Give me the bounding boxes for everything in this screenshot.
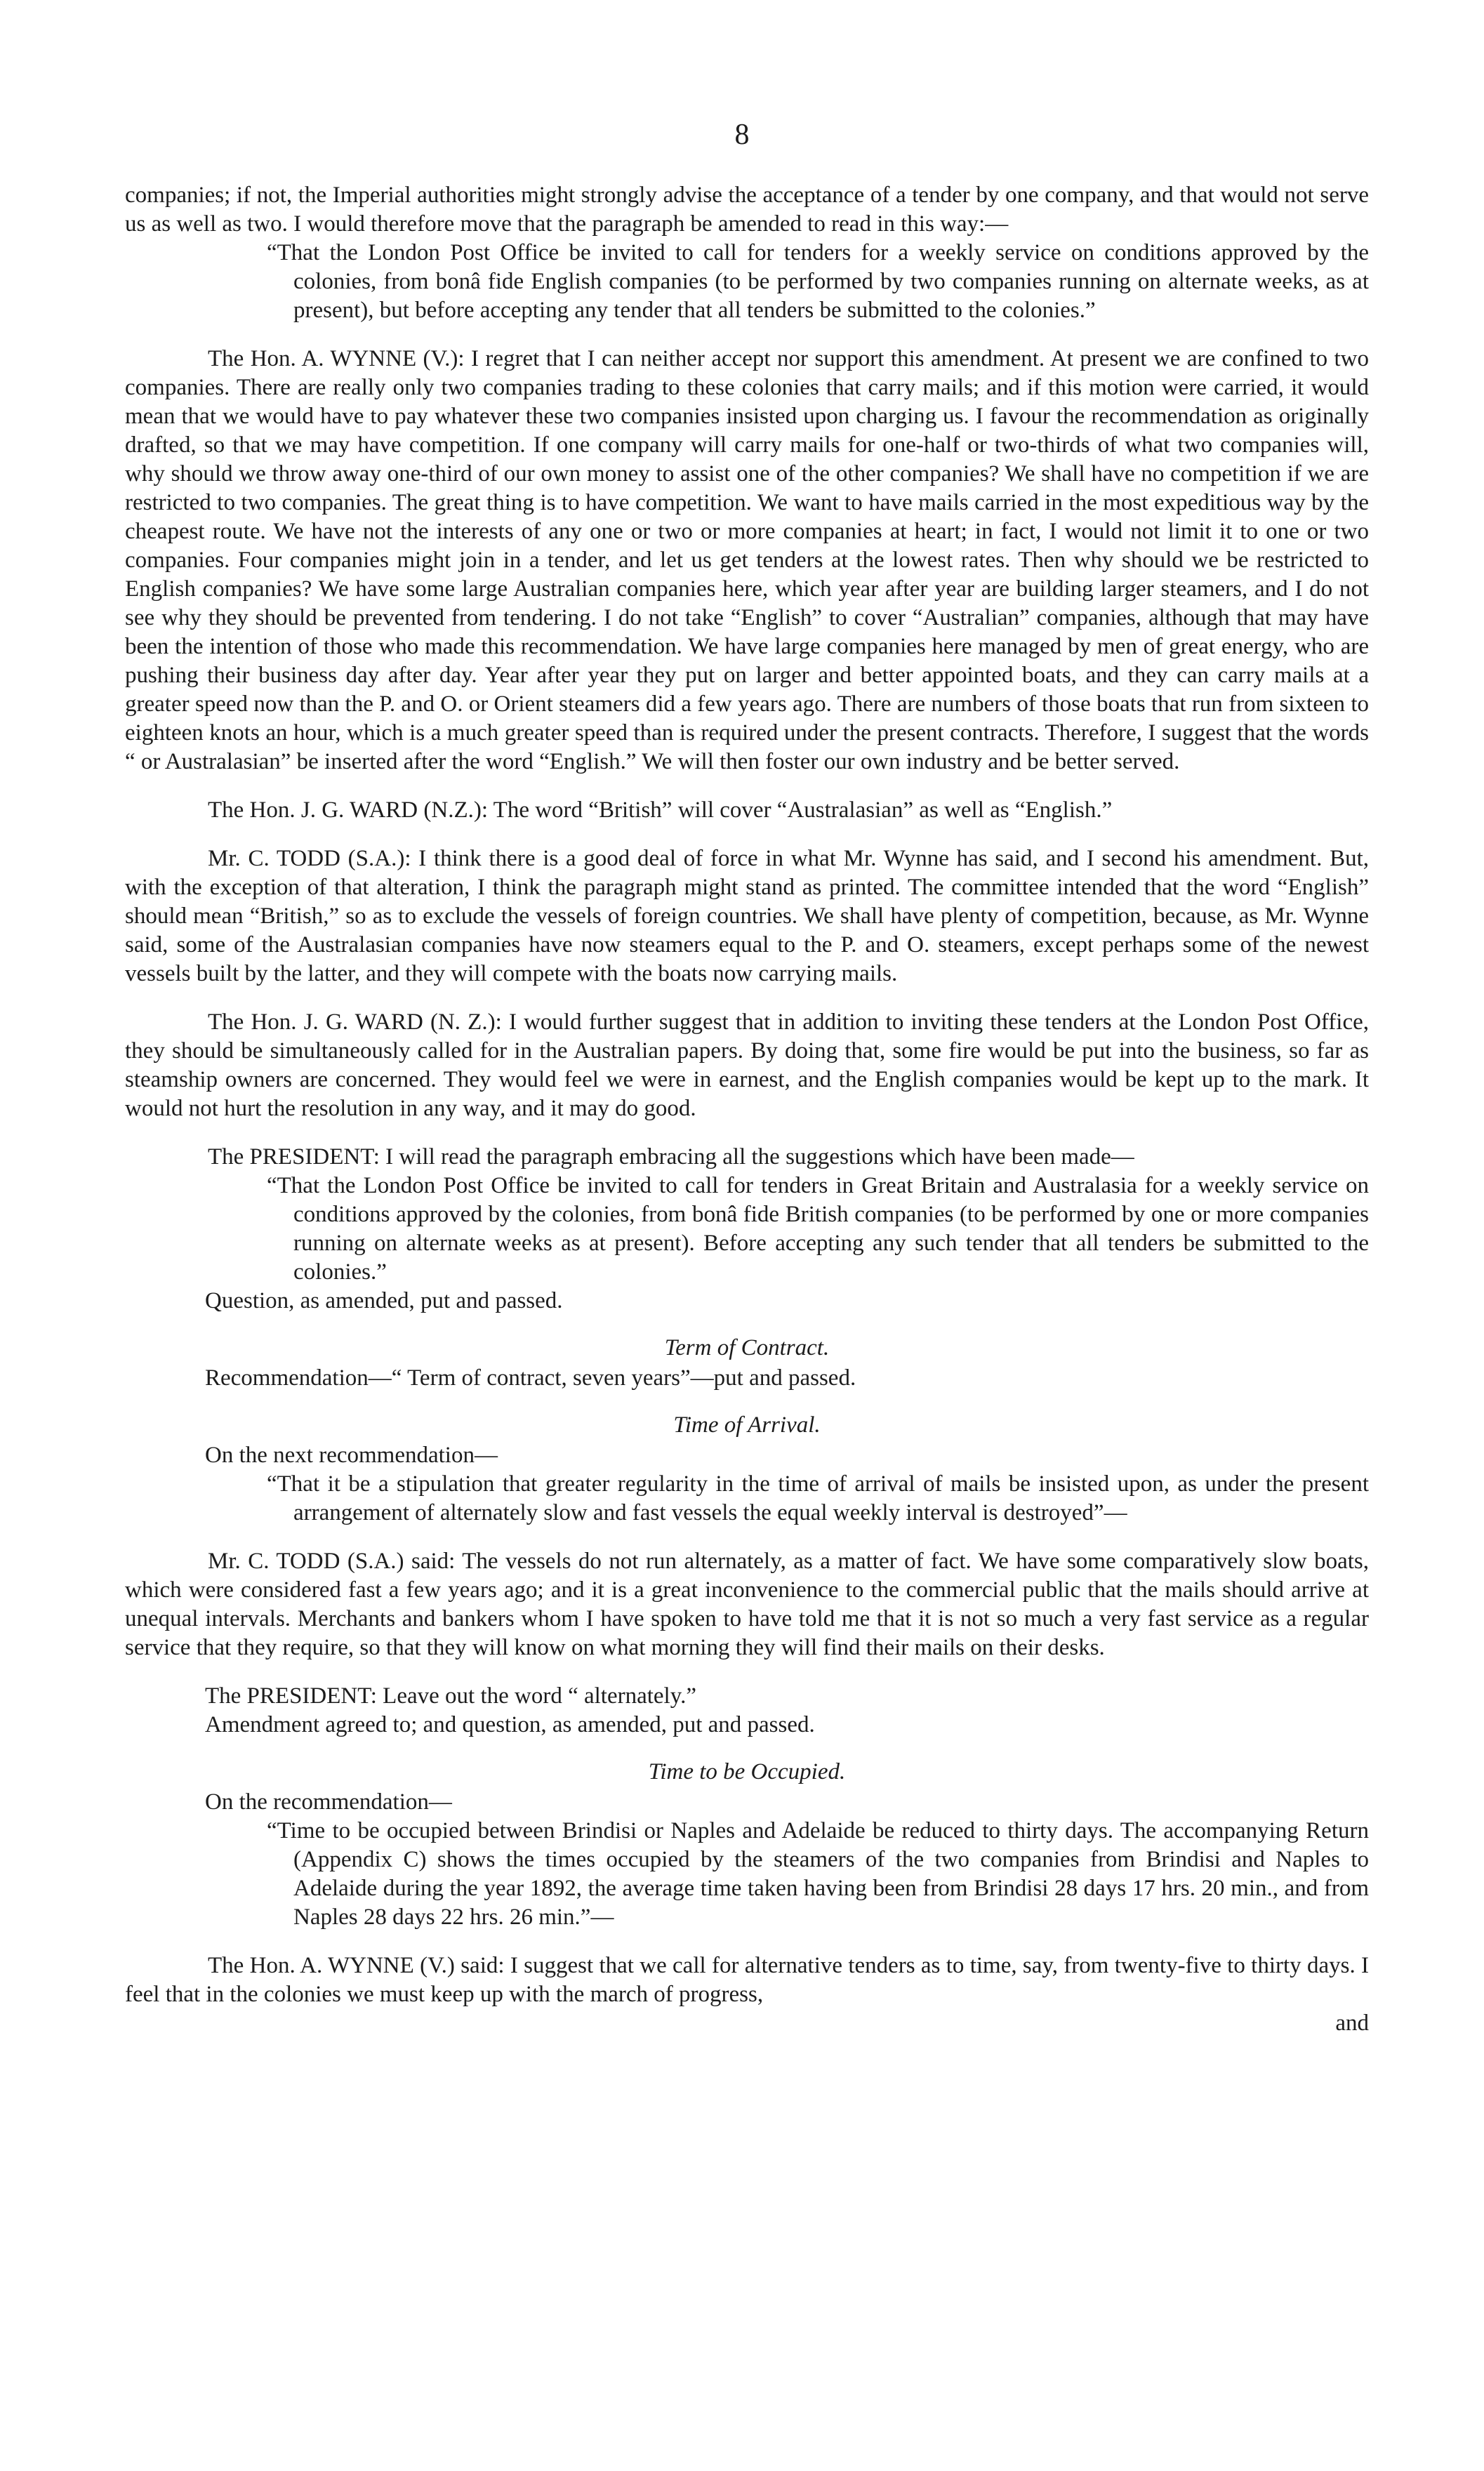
paragraph: companies; if not, the Imperial authorities might strongly advise the acceptance of a tender by one company, and that would not serve us as well as two. I would therefore move that the paragraph be amended to read in this way:— bbox=[125, 183, 1369, 237]
speech-paragraph bbox=[125, 1547, 1369, 1662]
speech-paragraph bbox=[125, 1952, 1369, 2009]
speech-text: I suggest that we call for alternative tenders as to time, say, from twenty-five to thirty days. I feel that in the colonies we must keep up with the march of progress, bbox=[125, 1953, 1369, 2007]
catchword: and bbox=[1335, 2010, 1369, 2036]
speech-text: The word “British” will cover “Australasian” as well as “English.” bbox=[493, 797, 1113, 823]
procedural-line: Recommendation—“ Term of contract, seven years”—put and passed. bbox=[205, 1365, 856, 1391]
speech-paragraph bbox=[125, 1682, 1369, 1711]
speech-paragraph bbox=[125, 1008, 1369, 1123]
speaker: The Hon. A. WYNNE (V.) said: bbox=[208, 1953, 505, 1978]
procedural-line: On the next recommendation— bbox=[205, 1443, 498, 1468]
page-number: 8 bbox=[734, 119, 750, 151]
procedural-line: On the recommendation— bbox=[205, 1789, 452, 1815]
quoted-recommendation: “That the London Post Office be invited to call for tenders for a weekly service on conditions approved by the colonies, from bonâ fide English companies (to be performed by two companies running on alternate weeks, as at present), but before accepting any tender that all tenders be submitted to the colonies.” bbox=[267, 240, 1369, 323]
speech-paragraph bbox=[125, 1143, 1369, 1172]
procedural-line: Amendment agreed to; and question, as amended, put and passed. bbox=[205, 1712, 815, 1737]
page-body bbox=[125, 181, 1369, 2038]
procedural-line: Question, as amended, put and passed. bbox=[205, 1288, 563, 1313]
section-heading: Time of Arrival. bbox=[673, 1412, 821, 1438]
speaker: The PRESIDENT: bbox=[208, 1144, 380, 1170]
speaker: The PRESIDENT: bbox=[205, 1683, 377, 1709]
speech-text: I regret that I can neither accept nor support this amendment. At present we are confined to two companies. There are really only two companies trading to these colonies that carry mails; and if this motion were carried, it would mean that we would have to pay whatever these two companies insisted upon charging us. I favour the recommendation as originally drafted, so that we may have competition. If one company will carry mails for one-half or two-thirds of what two companies will, why should we throw away one-third of our own money to assist one of the other companies? We shall have no competition if we are restricted to two companies. The great thing is to have competition. We want to have mails carried in the most expeditious way by the cheapest route. We have not the interests of any one or two or more companies at heart; in fact, I would not limit it to one or two companies. Four companies might join in a tender, and let us get tenders at the lowest rates. Then why should we be restricted to English companies? We have some large Australian companies here, which year after year are building larger steamers, and I do not see why they should be prevented from tendering. I do not take “English” to cover “Australian” companies, although that may have been the intention of those who made this recommendation. We have large companies here managed by men of great energy, who are pushing their business day after day. Year after year they put on larger and better appointed boats, and they can carry mails at a greater speed now than the P. and O. or Orient steamers did a few years ago. There are numbers of those boats that run from sixteen to eighteen knots an hour, which is a much greater speed than is required under the present contracts. Therefore, I suggest that the words “ or Australasian” be inserted after the word “English.” We will then foster our own industry and be better served. bbox=[125, 346, 1370, 774]
section-heading: Term of Contract. bbox=[664, 1335, 830, 1360]
quoted-recommendation: “Time to be occupied between Brindisi or Naples and Adelaide be reduced to thirty days. The accompanying Return (Appendix C) shows the times occupied by the steamers of the two companies from Brindisi and Naples to Adelaide during the year 1892, the average time taken having been from Brindisi 28 days 17 hrs. 20 min., and from Naples 28 days 22 hrs. 26 min.”— bbox=[267, 1818, 1369, 1930]
quoted-recommendation: “That it be a stipulation that greater regularity in the time of arrival of mails be insisted upon, as under the present arrangement of alternately slow and fast vessels the equal weekly interval is destroyed”— bbox=[267, 1471, 1369, 1525]
speech-text: I would further suggest that in addition to inviting these tenders at the London Post Office, they should be simultaneously called for in the Australian papers. By doing that, some fire would be put into the business, so far as steamship owners are concerned. They would feel we were in earnest, and the English companies would be kept up to the mark. It would not hurt the resolution in any way, and it may do good. bbox=[125, 1009, 1370, 1121]
speech-paragraph bbox=[125, 345, 1369, 776]
speech-text: I think there is a good deal of force in what Mr. Wynne has said, and I second his amendment. But, with the exception of that alteration, I think the paragraph might stand as printed. The committee intended that the word “English” should mean “British,” so as to exclude the vessels of foreign countries. We shall have plenty of competition, because, as Mr. Wynne said, some of the Australasian companies have now steamers equal to the P. and O. steamers, except perhaps some of the newest vessels built by the latter, and they will compete with the boats now carrying mails. bbox=[125, 846, 1369, 986]
speech-text: The vessels do not run alternately, as a matter of fact. We have some comparatively slow boats, which were considered fast a few years ago; and it is a great inconvenience to the commercial public that the mails should arrive at unequal intervals. Merchants and bankers whom I have spoken to have told me that it is not so much a very fast service as a regular service that they require, so that they will know on what morning they will find their mails on their desks. bbox=[125, 1549, 1370, 1660]
speaker: The Hon. J. G. WARD (N.Z.): bbox=[208, 797, 489, 823]
quoted-recommendation: “That the London Post Office be invited to call for tenders in Great Britain and Australasia for a weekly service on conditions approved by the colonies, from bonâ fide British companies (to be performed by one or more companies running on alternate weeks as at present). Before accepting any such tender that all tenders be submitted to the colonies.” bbox=[267, 1173, 1369, 1285]
speech-text: Leave out the word “ alternately.” bbox=[383, 1683, 696, 1709]
section-heading: Time to be Occupied. bbox=[648, 1759, 846, 1784]
speaker: Mr. C. TODD (S.A.): bbox=[208, 846, 411, 871]
speech-text: I will read the paragraph embracing all the suggestions which have been made— bbox=[385, 1144, 1134, 1170]
speech-paragraph bbox=[125, 844, 1369, 988]
speech-paragraph bbox=[125, 796, 1369, 825]
speaker: The Hon. J. G. WARD (N. Z.): bbox=[208, 1009, 502, 1035]
speaker: The Hon. A. WYNNE (V.): bbox=[208, 346, 465, 371]
speaker: Mr. C. TODD (S.A.) said: bbox=[208, 1549, 456, 1574]
